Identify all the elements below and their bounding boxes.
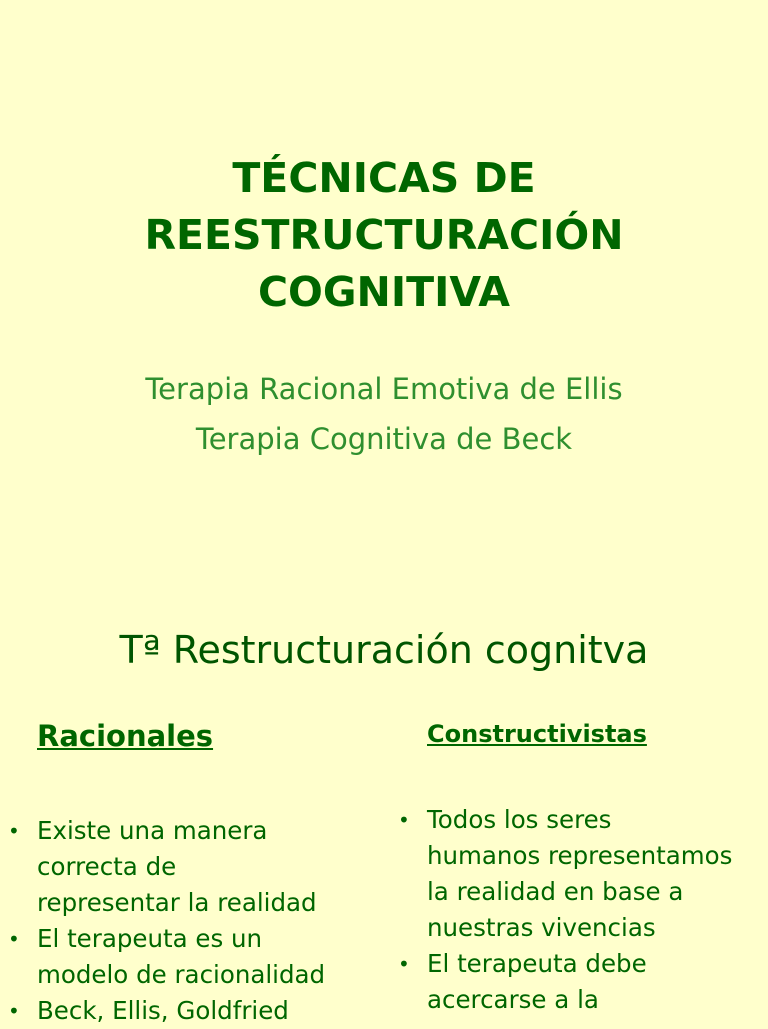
list-item <box>398 802 768 946</box>
bullet-text: El terapeuta debe acercarse a la <box>427 949 647 1014</box>
bullet-icon: • <box>8 927 20 951</box>
bullet-icon: • <box>8 819 20 843</box>
slide-subtitles <box>0 364 768 464</box>
subtitle-ellis: Terapia Racional Emotiva de Ellis <box>145 372 623 406</box>
column-heading-racionales: Racionales <box>37 719 214 753</box>
bullet-icon: • <box>8 999 20 1023</box>
list-item <box>398 946 768 1018</box>
bullet-icon: • <box>398 952 410 976</box>
bullet-text: El terapeuta es un modelo de racionalidad <box>37 924 326 989</box>
bullet-icon: • <box>398 808 410 832</box>
bullet-text: Beck, Ellis, Goldfried <box>37 996 289 1025</box>
bullet-list-racionales <box>8 813 388 1029</box>
bullet-text: Todos los seres humanos representamos la realidad en base a nuestras vivencias <box>427 805 733 942</box>
slide-title-line: COGNITIVA <box>257 268 511 316</box>
column-heading-constructivistas: Constructivistas <box>427 720 647 748</box>
list-item <box>8 921 388 993</box>
slide-title <box>0 150 768 321</box>
subtitle-beck: Terapia Cognitiva de Beck <box>195 422 573 456</box>
bullet-list-constructivistas <box>398 802 768 1018</box>
bullet-text: Existe una manera correcta de representar la realidad <box>37 816 317 917</box>
slide-title-line: REESTRUCTURACIÓN <box>144 211 624 259</box>
slide-title-line: TÉCNICAS DE <box>232 154 536 202</box>
section-title: Tª Restructuración cognitva <box>119 628 649 672</box>
list-item <box>8 813 388 921</box>
